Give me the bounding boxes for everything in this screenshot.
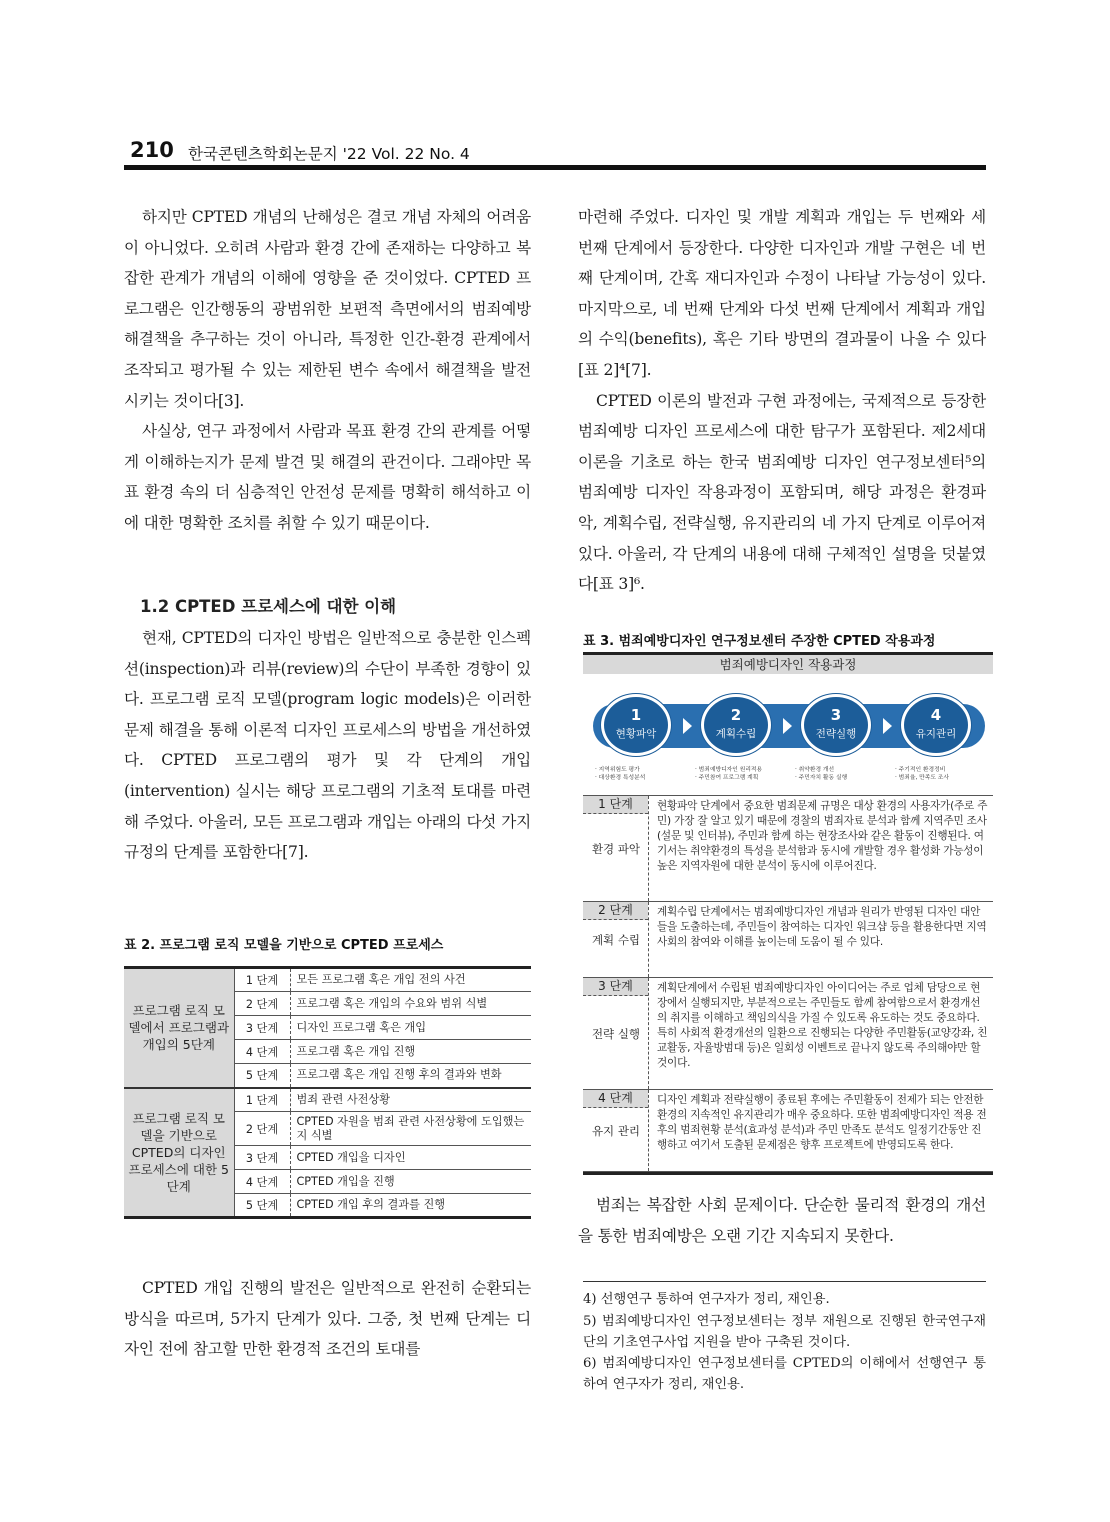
process-step-label: 현황파악 [615,728,657,740]
table3-caption: 표 3. 범죄예방디자인 연구정보센터 주장한 CPTED 작용과정 [583,634,936,649]
process-step-label: 유지관리 [915,728,957,740]
process-step-note: · 주민자치 활동 실행 [795,775,848,781]
table3-stage-text: 계획단계에서 수립된 범죄예방디자인 아이디어는 주로 업체 담당으로 현장에서 실행되지만, 부분적으로는 주민들도 함께 참여함으로서 환경개선의 취지를 이해하고 책임의식을 가질 수 있도록 유도하는 것도 중요하다. 특히 사회적 환경개선의 일환으로 진행되는 다양한 주민활동(교양강좌, 친교활동, 자율방범대 등)은 일회성 이벤트로 끝나지 않도록 주의해야만 할 것이다. [657,982,988,1069]
header-rule [124,165,986,170]
process-step-note: · 대상환경 특성분석 [595,775,646,781]
table2-description: 디자인 프로그램 혹은 개입 [290,1016,531,1040]
process-step-label: 계획수립 [715,728,757,740]
footnote-6: 6) 범죄예방디자인 연구정보센터를 CPTED의 이해에서 선행연구 통하여 연구자가 정리, 재인용. [583,1356,986,1392]
process-step-circle [701,694,771,756]
page-number: 210 [130,138,174,162]
table3-stage-label: 2 단계 [583,902,648,920]
process-step-notes [795,766,847,782]
table3-stage-cell [583,796,649,901]
table2-stage: 5 단계 [234,1194,290,1218]
left-paragraph-2: 사실상, 연구 과정에서 사람과 목표 환경 간의 관계를 어떻게 이해하는지가 문제 발견 및 해결의 관건이다. 그래야만 목표 환경 속의 더 심층적인 안전성 문제를 명확히 해석하고 이에 대한 명확한 조치를 취할 수 있기 때문이다. [124,422,531,532]
process-step-circle [601,694,671,756]
table2-description: CPTED 개입을 디자인 [290,1146,531,1170]
table2-stage: 2 단계 [234,992,290,1016]
process-step-notes [895,766,949,782]
table2-stage: 1 단계 [234,1088,290,1112]
table2-stage: 4 단계 [234,1040,290,1064]
right-column-bottom [578,1190,986,1251]
table3-stage-cell [583,1090,649,1171]
table2-stage: 5 단계 [234,1064,290,1088]
arrow-right-icon [783,718,792,734]
table2-row [124,1088,531,1112]
process-step-note: · 지역위험도 평가 [595,767,640,773]
table2-stage: 3 단계 [234,1016,290,1040]
table3-stage-name: 전략 실행 [591,1027,641,1041]
process-step-note: · 주민참여 프로그램 계획 [695,775,759,781]
footnote-4: 4) 선행연구 통하여 연구자가 정리, 재인용. [583,1292,830,1307]
table2-description: 모든 프로그램 혹은 개입 전의 사건 [290,968,531,992]
table3-row [583,978,993,1090]
process-step-note: · 취약환경 개선 [795,767,835,773]
left-paragraph-3: 현재, CPTED의 디자인 방법은 일반적으로 충분한 인스펙션(inspection)과 리뷰(review)의 수단이 부족한 경향이 있다. 프로그램 로직 모델(program logic models)은 이러한 문제 해결을 통해 이론적 디자인 프로세스의 방법을 개선하였다. CPTED 프로그램의 평가 및 각 단계의 개입(intervention) 실시는 해당 프로그램의 기초적 토대를 마련해 주었다. 아울러, 모든 프로그램과 개입는 아래의 다섯 가지 규정의 단계를 포함한다[7]. [124,629,531,862]
right-paragraph-2: CPTED 이론의 발전과 구현 과정에는, 국제적으로 등장한 범죄예방 디자인 프로세스에 대한 탐구가 포함된다. 제2세대 이론을 기초로 하는 한국 범죄예방 디자인 연구정보센터⁵의 범죄예방 디자인 작용과정이 포함되며, 해당 과정은 환경파악, 계획수립, 전략실행, 유지관리의 네 가지 단계로 이루어져 있다. 아울러, 각 단계의 내용에 대해 구체적인 설명을 덧붙였다[표 3]⁶. [578,391,986,594]
table2-description: CPTED 자원을 범죄 관련 사전상황에 도입했는지 식별 [290,1112,531,1146]
table3-stage-text: 계획수립 단계에서는 범죄예방디자인 개념과 원리가 반영된 디자인 대안들을 도출하는데, 주민들이 참여하는 디자인 워크샵 등을 활용한다면 지역사회의 참여와 이해를 높이는데 도움이 될 수 있다. [657,906,987,948]
left-column-bottom [124,1273,531,1365]
right-paragraph-3: 범죄는 복잡한 사회 문제이다. 단순한 물리적 환경의 개선을 통한 범죄예방은 오랜 기간 지속되지 못한다. [578,1196,986,1245]
table3-stage-text: 디자인 계획과 전략실행이 종료된 후에는 주민활동이 전제가 되는 안전한 환경의 지속적인 유지관리가 매우 중요하다. 또한 범죄예방디자인 적용 전후의 범죄현황 분석(효과성 분석)과 주민 만족도 분석도 일정기간동안 진행하고 여기서 도출된 문제점은 향후 프로젝트에 반영되도록 한다. [657,1094,987,1151]
table2-row [124,968,531,992]
footnote-5: 5) 범죄예방디자인 연구정보센터는 정부 재원으로 진행된 한국연구재단의 기초연구사업 지원을 받아 구축된 것이다. [583,1314,986,1350]
table2-stage: 4 단계 [234,1170,290,1194]
table3-header: 범죄예방디자인 작용과정 [583,652,993,674]
table2-caption: 표 2. 프로그램 로직 모델을 기반으로 CPTED 프로세스 [124,938,444,953]
table2-description: 프로그램 혹은 개입 진행 [290,1040,531,1064]
footnote-rule [583,1281,986,1282]
table2-stage: 2 단계 [234,1112,290,1146]
left-column-lower [124,623,531,868]
section-heading: 1.2 CPTED 프로세스에 대한 이해 [140,597,397,616]
process-step-number: 2 [730,706,742,724]
table2-group-label: 프로그램 로직 모델을 기반으로CPTED의 디자인 프로세스에 대한 5단계 [124,1088,234,1218]
table3-row [583,796,993,902]
table3-stage-cell [583,978,649,1089]
table3-stage-text: 현황파악 단계에서 중요한 범죄문제 규명은 대상 환경의 사용자가(주로 주민) 가장 잘 알고 있기 때문에 경찰의 범죄자료 분석과 함께 지역주민 조사(설문 및 인터뷰), 주민과 함께 하는 현장조사와 같은 활동이 진행된다. 여기서는 취약환경의 특성을 분석함과 동시에 개발할 경우 활성화 가능성이 높은 지역자원에 대한 분석이 동시에 이루어진다. [657,800,988,872]
left-column [124,202,531,539]
table3-stage-name: 유지 관리 [591,1124,641,1138]
table2-description: 프로그램 혹은 개입 진행 후의 결과와 변화 [290,1064,531,1088]
table3-row [583,1090,993,1172]
table3-stage-label: 3 단계 [583,978,648,996]
table2-description: 프로그램 혹은 개입의 수요와 범위 식별 [290,992,531,1016]
table2-description: 범죄 관련 사전상황 [290,1088,531,1112]
process-step-note: · 범죄예방디자인 원리적용 [695,767,763,773]
table2-description: CPTED 개입 후의 결과를 진행 [290,1194,531,1218]
right-column [578,202,986,600]
journal-name: 한국콘텐츠학회논문지 '22 Vol. 22 No. 4 [188,145,470,163]
table3-stage-name: 계획 수립 [591,933,641,947]
process-step-note: · 범죄율, 만족도 조사 [895,775,950,781]
process-step-circle [901,694,971,756]
process-step-notes [595,766,645,782]
table3-row [583,902,993,978]
arrow-right-icon [883,718,892,734]
left-paragraph-4: CPTED 개입 진행의 발전은 일반적으로 완전히 순환되는 방식을 따르며, 5가지 단계가 있다. 그중, 첫 번째 단계는 디자인 전에 참고할 만한 환경적 조건의 토대를 [124,1279,531,1359]
table3 [583,652,993,1175]
process-step-label: 전략실행 [815,728,857,740]
table2-stage: 1 단계 [234,968,290,992]
table2-group-label: 프로그램 로직 모델에서 프로그램과 개입의 5단계 [124,968,234,1088]
table3-stage-label: 4 단계 [583,1090,648,1108]
table2 [124,966,531,1219]
right-paragraph-1: 마련해 주었다. 디자인 및 개발 계획과 개입는 두 번째와 세 번째 단계에서 등장한다. 다양한 디자인과 개발 구현은 네 번째 단계이며, 간혹 재디자인과 수정이 나타날 가능성이 있다. 마지막으로, 네 번째 단계와 다섯 번째 단계에서 계획과 개입의 수익(benefits), 혹은 기타 방면의 결과물이 나올 수 있다[표 2]⁴[7]. [578,208,986,379]
process-step-number: 3 [830,706,842,724]
process-step-notes [695,766,762,782]
process-flow-diagram [583,674,993,796]
table3-stage-label: 1 단계 [583,796,648,814]
table2-description: CPTED 개입을 진행 [290,1170,531,1194]
arrow-right-icon [683,718,692,734]
process-step-note: · 주기적인 환경정비 [895,767,946,773]
left-paragraph-1: 하지만 CPTED 개념의 난해성은 결코 개념 자체의 어려움이 아니었다. 오히려 사람과 환경 간에 존재하는 다양하고 복잡한 관계가 개념의 이해에 영향을 준 것이었다. CPTED 프로그램은 인간행동의 광범위한 보편적 측면에서의 범죄예방 해결책을 추구하는 것이 아니라, 특정한 인간-환경 관계에서 조작되고 평가될 수 있는 제한된 변수 속에서 해결책을 발전시키는 것이다[3]. [124,208,531,410]
process-step-number: 1 [630,706,642,724]
table3-bottom-rule [583,1172,993,1175]
section-heading-wrap [124,593,531,617]
table2-stage: 3 단계 [234,1146,290,1170]
table3-stage-cell [583,902,649,977]
process-step-number: 4 [930,706,942,724]
process-step-circle [801,694,871,756]
running-header [124,134,986,174]
table3-stage-name: 환경 파악 [591,842,641,856]
